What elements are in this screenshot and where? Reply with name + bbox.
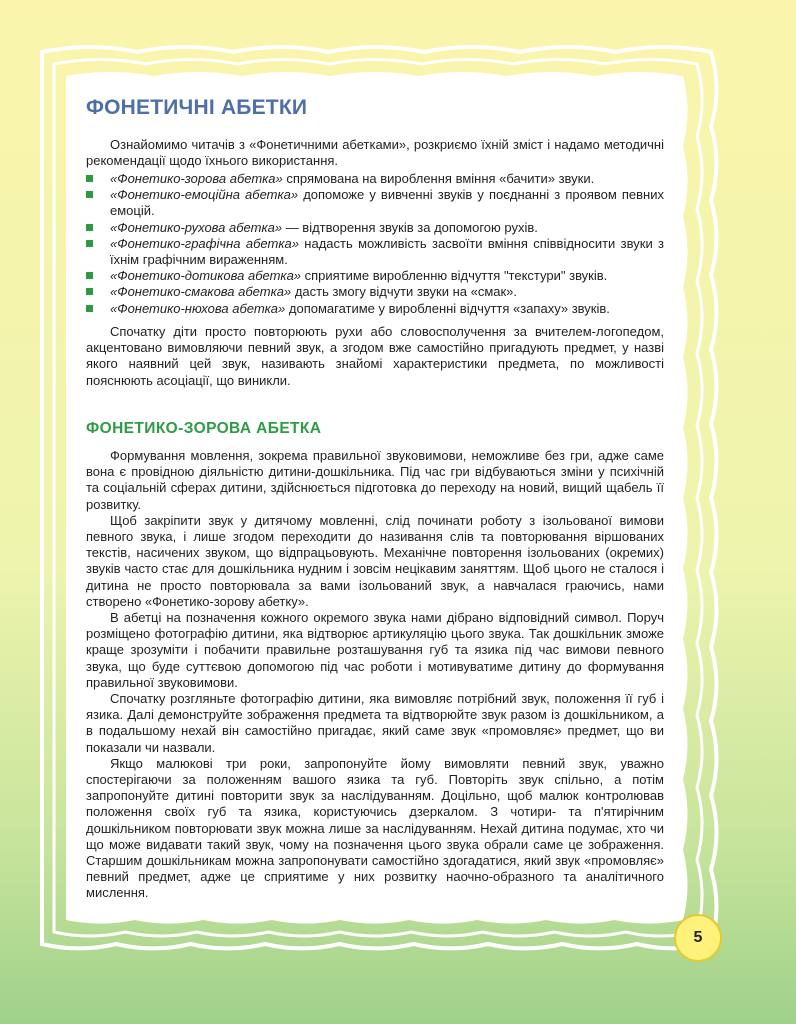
alphabet-name: «Фонетико-графічна абетка» (110, 235, 299, 251)
alphabet-description: допомагатиме у виробленні відчуття «запаху» звуків. (285, 300, 610, 316)
body-paragraph: Щоб закріпити звук у дитячому мовленні, слід починати роботу з ізольованої вимови певного звука, і лише згодом переходити до називання слів та повторювання віршованих текстів, насичених звуком, що відпрацьовують. Механічне повторення ізольованих (окремих) звуків часто стає для дошкільника нудним і зовсім нецікавим заняттям. Щоб цього не сталося і дитина не просто повторювала за вами ізольований звук, а навчалася граючись, нами створено «Фонетико-зорову абетку». (86, 512, 664, 609)
list-item (86, 171, 664, 187)
alphabet-description: — відтворення звуків за допомогою рухів. (282, 219, 538, 235)
page-number-badge: 5 (674, 914, 722, 962)
alphabet-name: «Фонетико-смакова абетка» (110, 284, 292, 300)
alphabet-description: дасть змогу відчути звуки на «смак». (291, 284, 518, 300)
list-item (86, 284, 664, 300)
alphabet-list (86, 171, 664, 317)
alphabet-name: «Фонетико-дотикова абетка» (110, 268, 302, 284)
after-list-block (86, 324, 664, 389)
section-title: ФОНЕТИКО-ЗОРОВА АБЕТКА (86, 420, 322, 437)
square-bullet-icon (86, 191, 93, 198)
section-body (86, 448, 664, 902)
square-bullet-icon (86, 288, 93, 295)
square-bullet-icon (86, 175, 93, 182)
alphabet-description: сприятиме виробленню відчуття "текстури" звуків. (301, 268, 608, 284)
alphabet-name: «Фонетико-зорова абетка» (110, 171, 283, 186)
alphabet-name: «Фонетико-рухова абетка» (110, 219, 283, 235)
body-paragraph: Якщо малюкові три роки, запропонуйте йому вимовляти певний звук, уважно спостерігаючи за положенням вашого язика та губ. Повторіть звук спільно, а потім запропонуйте дитині повторити звук за наслідуванням. Доцільно, щоб малюк контролював положення своїх губ та язика, користуючись дзеркалом. З чотири- та п'ятирічним дошкільником повторювати звук можна лише за наслідуванням. Нехай дитина подумає, хто чи що може видавати такий звук, чому на позначення цього звука обрали саме це зображення. Старшим дошкільникам можна запропонувати самостійно здогадатися, який звук «промовляє» певний предмет, адже це сприятиме у них розвитку наочно-образного та аналітичного мислення. (86, 755, 664, 901)
alphabet-description: допоможе у вивченні звуків у поєднанні з проявом певних емоцій. (110, 187, 664, 219)
body-paragraph: Формування мовлення, зокрема правильної звуковимови, неможливе без гри, адже саме вона є провідною діяльністю дитини-дошкільника. Під час гри відбуваються зміни у психічній та соціальній сферах дитини, здійснюється підготовка до переходу на новий, вищий щабель її розвитку. (86, 448, 664, 512)
body-paragraph: В абетці на позначення кожного окремого звука нами дібрано відповідний символ. Поруч розміщено фотографію дитини, яка відтворює артикуляцію цього звука. Так дошкільник зможе краще зрозуміти і побачити правильне розташування губ та язика під час вимови певного звука, що буде суттєвою допомогою під час роботи і мотивуватиме дитину до формування правильної звуковимови. (86, 610, 664, 690)
square-bullet-icon (86, 240, 93, 247)
alphabet-description: спрямована на вироблення вміння «бачити» звуки. (282, 171, 595, 186)
list-item (86, 236, 664, 268)
list-item (86, 301, 664, 317)
after-list-paragraph: Спочатку діти просто повторюють рухи або словосполучення за вчителем-логопедом, акцентовано вимовляючи певний звук, а згодом вже самостійно пригадують предмет, у назві якого наявний цей звук, називають знайомі характеристики предмета, по можливості пояснюють асоціації, що виникли. (86, 324, 664, 388)
alphabet-name: «Фонетико-емоційна абетка» (110, 187, 299, 203)
square-bullet-icon (86, 305, 93, 312)
alphabet-name: «Фонетико-нюхова абетка» (110, 300, 286, 316)
square-bullet-icon (86, 272, 93, 279)
list-item (86, 268, 664, 284)
intro-paragraph: Ознайомимо читачів з «Фонетичними абетками», розкриємо їхній зміст і надамо методичні рекомендації щодо їхнього використання. (86, 137, 664, 169)
intro-paragraph-block (86, 137, 664, 169)
list-item (86, 220, 664, 236)
list-item (86, 187, 664, 219)
body-paragraph: Спочатку розгляньте фотографію дитини, яка вимовляє потрібний звук, положення її губ і язика. Далі демонструйте зображення предмета та відтворюйте звук разом із дошкільником, а в подальшому нехай він самостійно пригадає, який саме звук «промовляє» предмет, що ви показали чи назвали. (86, 691, 664, 755)
page-title: ФОНЕТИЧНІ АБЕТКИ (86, 96, 308, 119)
square-bullet-icon (86, 224, 93, 231)
alphabet-description: надасть можливість засвоїти вміння співвідносити звуки з їхнім графічним вираженням. (110, 235, 665, 268)
